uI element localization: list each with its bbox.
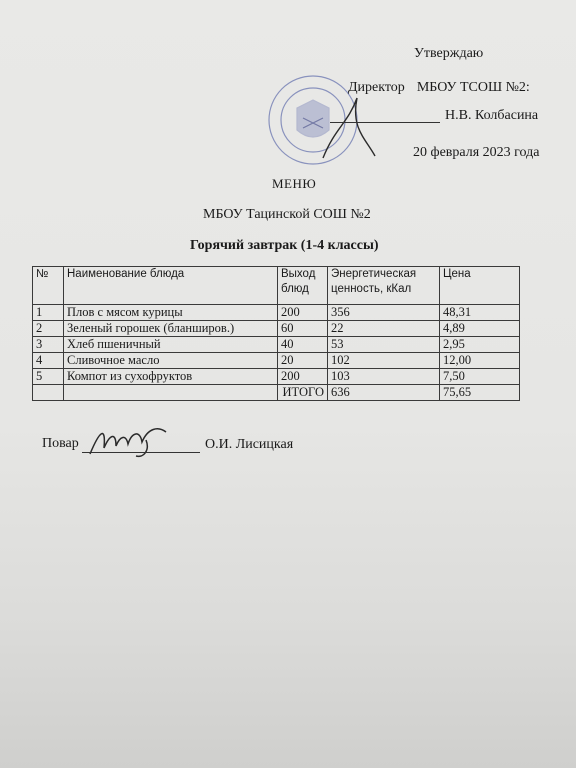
director-org: МБОУ ТСОШ №2: [416,80,530,95]
table-row [33,305,520,321]
cook-signature-line [82,452,200,453]
school-name: МБОУ Тацинской СОШ №2 [203,207,371,222]
table-row [33,337,520,353]
total-price: 75,65 [440,385,520,401]
total-energy: 636 [328,385,440,401]
row-number: 2 [33,321,64,337]
dish-price: 48,31 [440,305,520,321]
director-signature-line [330,122,440,123]
row-number: 1 [33,305,64,321]
dish-price: 2,95 [440,337,520,353]
table-row [33,369,520,385]
director-line [348,80,530,96]
table-row [33,321,520,337]
row-number: 3 [33,337,64,353]
dish-energy: 22 [328,321,440,337]
cook-label: Повар [42,436,79,451]
dish-name: Компот из сухофруктов [64,369,278,385]
col-output: Выход блюд [278,267,328,305]
dish-output: 200 [278,369,328,385]
approval-label: Утверждаю [414,46,484,61]
row-number: 5 [33,369,64,385]
dish-energy: 103 [328,369,440,385]
dish-name: Хлеб пшеничный [64,337,278,353]
document-title: МЕНЮ [272,176,317,191]
row-number: 4 [33,353,64,369]
col-energy: Энергетическая ценность, кКал [328,267,440,305]
col-dish-name: Наименование блюда [64,267,278,305]
director-label: Директор [348,80,405,95]
col-number: № [33,267,64,305]
dish-price: 7,50 [440,369,520,385]
dish-price: 12,00 [440,353,520,369]
director-name: Н.В. Колбасина [445,108,539,123]
dish-energy: 356 [328,305,440,321]
dish-energy: 102 [328,353,440,369]
cook-signature-icon [86,420,176,462]
dish-name: Зеленый горошек (бланширов.) [64,321,278,337]
col-price: Цена [440,267,520,305]
dish-output: 20 [278,353,328,369]
dish-price: 4,89 [440,321,520,337]
total-empty-cell [64,385,278,401]
total-empty-cell [33,385,64,401]
cook-name: О.И. Лисицкая [205,437,294,452]
approval-date: 20 февраля 2023 года [413,145,540,160]
table-header-row [33,267,520,305]
table-row [33,353,520,369]
dish-name: Плов с мясом курицы [64,305,278,321]
dish-output: 200 [278,305,328,321]
meal-heading: Горячий завтрак (1-4 классы) [190,238,379,253]
total-label: ИТОГО [278,385,328,401]
dish-name: Сливочное масло [64,353,278,369]
dish-output: 60 [278,321,328,337]
total-row [33,385,520,401]
dish-energy: 53 [328,337,440,353]
dish-output: 40 [278,337,328,353]
menu-table [32,266,520,401]
